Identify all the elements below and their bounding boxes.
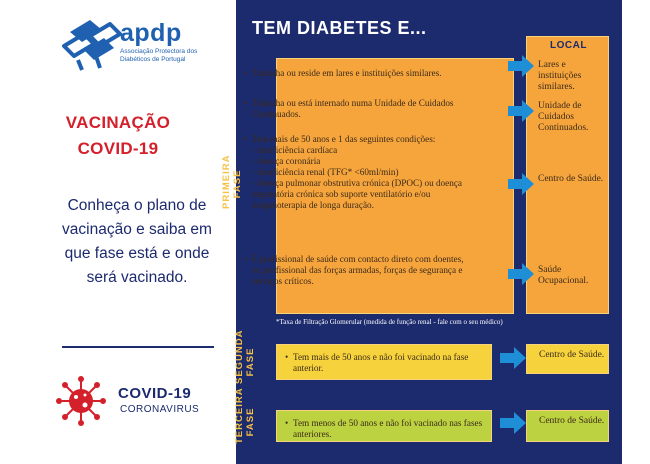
phase1-item-2: • Trabalha ou está internado numa Unidade de Cuidados Continuados. <box>244 98 466 120</box>
phase3-item: • Tem menos de 50 anos e não foi vacinado nas fases anteriores. <box>285 418 489 440</box>
arrow-right-icon <box>500 347 526 369</box>
logo-name: apdp <box>120 19 182 47</box>
phase1-item-1: • Trabalha ou reside em lares e instituições similares. <box>244 68 466 79</box>
phase1-local-2: Unidade de Cuidados Continuados. <box>538 101 589 133</box>
gfr-footnote: *Taxa de Filtração Glomerular (medida de função renal - fale com o seu médico) <box>276 318 503 326</box>
phase-label-first: PRIMEIRA FASE <box>221 154 243 209</box>
phase2-local: Centro de Saúde. <box>539 350 605 360</box>
apdp-logo <box>60 16 230 72</box>
covid-subtitle: CORONAVIRUS <box>120 404 200 415</box>
vaccination-title <box>0 110 236 162</box>
phase3-local-box <box>526 410 609 442</box>
local-header: LOCAL <box>550 40 587 51</box>
apdp-logo-mark-icon <box>60 16 122 72</box>
phase-label-second: SEGUNDA FASE <box>234 329 256 384</box>
divider <box>62 346 214 348</box>
vaccination-title-line2: COVID-19 <box>77 139 159 158</box>
arrow-right-icon <box>500 412 526 434</box>
phase2-local-box <box>526 344 609 374</box>
panel-header: TEM DIABETES E... <box>252 18 427 38</box>
phase2-item: • Tem mais de 50 anos e não foi vacinado na fase anterior. <box>285 352 489 374</box>
covid-title: COVID-19 <box>118 385 192 402</box>
phase-label-third: TERCEIRA FASE <box>234 387 256 444</box>
phase1-local-3: Centro de Saúde. <box>538 174 604 184</box>
intro-text: Conheça o plano de vacinação e saiba em que fase está e onde será vacinado. <box>62 197 212 286</box>
phase3-conditions-box <box>276 410 492 442</box>
phase1-item-3: • Tem mais de 50 anos e 1 das seguintes condições: - insuficiência cardíaca - doença coronária - insuficiência renal (TFG* <60ml/min) - doença pulmonar obstrutiva crónica (DPOC) ou doença respiratória crónica sob suporte ventilatório e/ou oxigenoterapia de longa duração. <box>244 134 466 211</box>
vaccination-title-line1: VACINAÇÃO <box>65 113 171 132</box>
vaccination-plan-panel <box>221 0 622 464</box>
phase1-local-4: Saúde Ocupacional. <box>538 265 589 286</box>
phase1-local-1: Lares e instituições similares. <box>538 60 582 92</box>
logo-subtitle: Associação Protectora dos Diabéticos de Portugal <box>120 48 198 63</box>
coronavirus-icon <box>56 376 106 426</box>
phase3-local: Centro de Saúde. <box>539 416 605 426</box>
phase2-conditions-box <box>276 344 492 380</box>
left-column <box>0 0 236 464</box>
phase1-item-4: • É profissional de saúde com contacto direto com doentes, ou profissional das forças armadas, forças de segurança e serviços críticos. <box>244 254 466 287</box>
